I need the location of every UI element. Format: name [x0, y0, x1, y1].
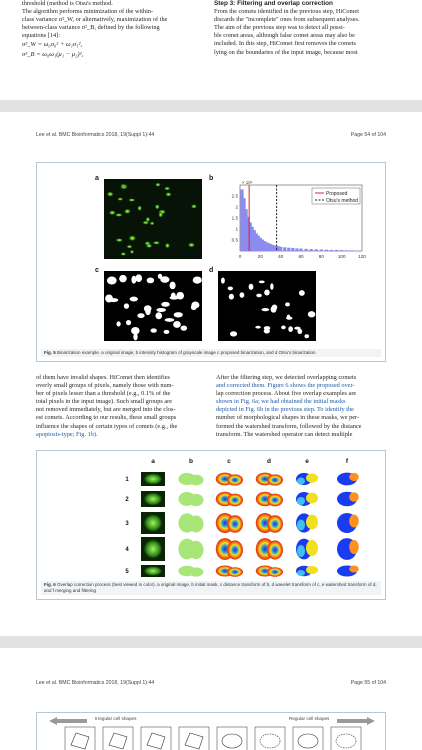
binary-blob: [174, 312, 183, 317]
page-number: Page 55 of 104: [350, 680, 386, 686]
merged-region: [349, 473, 359, 481]
binary-blob: [297, 329, 302, 334]
irregular-shapes-label: Irregular cell shapes: [95, 716, 137, 721]
regular-shapes-label: Regular cell shapes: [289, 716, 330, 721]
text-line: After the filtering step, we detected overlapping comets: [216, 374, 357, 381]
legend-label: Otsu's method: [326, 197, 359, 204]
mask-blob: [189, 475, 204, 486]
x-tick-label: 20: [257, 254, 263, 259]
text-line: The algorithm performs minimization of the within-: [22, 8, 154, 16]
text-line: class variance σ²_W, or alternatively, maximization of the: [22, 16, 168, 24]
binary-blob: [230, 331, 237, 336]
binary-blob: [171, 293, 176, 299]
caption-title: Fig. 5: [44, 350, 56, 355]
binary-blob: [164, 330, 170, 334]
column-label: e: [305, 458, 309, 465]
histogram-bar: [287, 248, 290, 251]
binary-blob: [150, 328, 156, 332]
comet-spot: [155, 183, 161, 187]
merged-region: [349, 515, 359, 528]
binary-blob: [191, 302, 199, 309]
figure-6: [36, 450, 386, 600]
row-label: 4: [125, 547, 129, 553]
y-tick-label: 1.5: [231, 215, 238, 221]
comet-spot: [130, 250, 134, 254]
binary-blob: [304, 334, 309, 338]
segment-region: [306, 566, 318, 574]
comet-spot: [126, 245, 132, 249]
comet-spot: [146, 244, 153, 249]
comet-glow: [144, 514, 162, 532]
histogram-bar: [325, 250, 328, 251]
histogram-bar: [299, 249, 302, 251]
comet-glow: [144, 539, 162, 558]
figure-5: [36, 162, 386, 362]
x-tick-label: 120: [358, 254, 366, 259]
histogram-bar: [310, 249, 313, 251]
comet-spot: [191, 204, 197, 209]
text-line: influence the shapes of certain types of comets (e.g., the: [36, 422, 178, 430]
histogram-bar: [330, 250, 333, 251]
figure-7-partial: [36, 712, 386, 750]
text-line: discards the "incomplete" ones from subsequent analyses.: [214, 16, 360, 24]
histogram-bar: [340, 250, 343, 251]
text-line-figure-link[interactable]: apoptosis-type; Fig. 1b).: [36, 430, 98, 438]
binary-blob: [288, 326, 293, 332]
text-line: The aim of the previous step was to detect all possi-: [214, 24, 345, 32]
binary-blob: [255, 326, 260, 329]
cell-shape-box: [217, 727, 247, 750]
row-label: 5: [125, 569, 129, 575]
binary-blob: [240, 292, 245, 298]
histogram-bar: [279, 247, 282, 251]
text-line: number of morphological shapes in these masks, we per-: [216, 414, 360, 422]
binary-blob: [181, 325, 188, 330]
mask-blob: [189, 567, 204, 576]
binary-blob: [193, 276, 202, 283]
binary-blob: [147, 278, 155, 284]
text-line: transform. The watershed operator can detect multiple: [216, 430, 353, 438]
comet-spot: [165, 192, 172, 197]
cell-shape-box: [293, 727, 323, 750]
page-54: [0, 112, 422, 636]
mask-blob: [189, 494, 204, 506]
binary-blob: [116, 321, 120, 326]
column-label: c: [227, 458, 231, 465]
cut-text-line: threshold (method is Otsu's method.: [22, 0, 113, 7]
heatmap-blob: [267, 515, 283, 533]
column-label: b: [189, 458, 193, 465]
cell-shape-box: [103, 727, 133, 750]
comet-spot: [165, 243, 170, 249]
binary-blob: [221, 277, 225, 283]
comet-spot: [128, 235, 136, 241]
heatmap-blob: [227, 494, 243, 507]
heatmap-blob: [267, 540, 283, 559]
text-line: included. In this step, HiComet first removes the comets: [214, 40, 357, 48]
left-column-text: [36, 374, 206, 439]
text-line-figure-link[interactable]: depicted in Fig. 6b in the previous step. To identify the: [216, 406, 354, 414]
row-label: 1: [125, 477, 129, 483]
text-line: equations [14]:: [22, 32, 60, 40]
binary-blob: [105, 295, 113, 303]
cell-shape-box: [141, 727, 171, 750]
binary-blob: [165, 318, 175, 322]
right-column-text: [214, 0, 398, 57]
row-label: 3: [125, 521, 129, 527]
proposed-binarization-image: [104, 271, 202, 341]
y-tick-label: 2.5: [231, 193, 238, 199]
x-tick-label: 0: [238, 254, 242, 259]
comet-spot: [107, 191, 114, 196]
comet-spot: [155, 204, 160, 210]
text-line: ble comet areas, although false comet areas may also be: [214, 32, 355, 40]
section-heading: Step 3: Filtering and overlap correction: [214, 0, 333, 7]
text-line: est comets. According to our results, these small groups: [36, 414, 177, 422]
heatmap-blob: [267, 494, 283, 507]
heatmap-blob: [227, 515, 243, 533]
segment-region: [297, 545, 305, 557]
text-line: overly small groups of pixels, namely those with num-: [36, 382, 174, 390]
text-line: not removed immediately, but are merged into the clos-: [36, 406, 176, 414]
equation-within-class: σ²_W = ω₀σ₀² + ω₁σ₁²,: [22, 41, 83, 49]
segment-region: [306, 540, 318, 556]
binary-blob: [156, 308, 166, 312]
page-55-fragment: [0, 648, 422, 750]
binary-blob: [262, 308, 270, 311]
text-line: between-class variance σ²_B, defined by the following: [22, 24, 160, 32]
binary-blob: [170, 282, 176, 290]
segment-region: [297, 497, 305, 505]
cell-shape-box: [331, 727, 361, 750]
comet-spot: [164, 187, 170, 191]
row-label: 2: [125, 497, 129, 503]
merged-region: [349, 492, 359, 501]
text-line: formed the watershed transform, followed by the distance: [216, 422, 362, 430]
comet-spot: [124, 209, 131, 214]
text-line: of them have invalid shapes. HiComet then identifies: [36, 374, 170, 381]
panel-label-c: c: [95, 267, 99, 274]
binary-blob: [107, 277, 117, 285]
histogram-bar: [291, 248, 294, 251]
comet-spot: [188, 242, 195, 247]
comet-spot: [120, 252, 126, 256]
running-head: Lee et al. BMC Bioinformatics 2018, 19(Suppl 1):44: [36, 132, 155, 138]
comet-spot: [115, 213, 123, 217]
text-line-figure-link[interactable]: and corrected them. Figure 6 shows the proposed over-: [216, 382, 355, 390]
histogram-bar: [345, 250, 348, 251]
comet-spot: [150, 221, 155, 225]
comet-spot: [115, 238, 123, 242]
left-column-text: [22, 0, 204, 59]
comet-glow: [144, 493, 162, 506]
text-line: lying on the boundaries of the input image, because most: [214, 48, 358, 56]
binary-blob: [124, 303, 129, 308]
segment-region: [297, 478, 305, 485]
y-tick-label: 0.5: [231, 237, 238, 243]
x-tick-label: 60: [298, 254, 304, 259]
panel-label-b: b: [209, 175, 214, 182]
comet-spot: [121, 184, 126, 187]
histogram-bar: [304, 249, 307, 251]
equation-between-class: σ²_B = ω₀ω₁(μ₁ − μ₂)²,: [22, 50, 84, 58]
heatmap-blob: [227, 540, 243, 559]
binary-blob: [249, 284, 254, 290]
caption-text: Overlap correction process (best viewed in color). a original image, b initial mask, c distance transform of b, d wavelet transform of c, e watershed transform of d, and f merging and filtering: [44, 582, 377, 593]
histogram-bar: [335, 250, 338, 251]
binary-blob: [281, 325, 286, 329]
binary-blob: [161, 302, 169, 307]
segment-region: [306, 473, 318, 482]
column-label: f: [345, 458, 349, 465]
binary-blob: [228, 286, 233, 290]
heatmap-blob: [267, 474, 283, 485]
legend-label: Proposed: [326, 190, 348, 197]
mask-blob: [189, 541, 204, 559]
binary-blob: [144, 305, 152, 312]
binary-blob: [308, 311, 316, 317]
comet-spot: [152, 241, 160, 245]
binary-blob: [229, 294, 234, 300]
binary-blob: [271, 306, 277, 312]
segment-region: [297, 570, 305, 576]
heatmap-blob: [267, 567, 283, 577]
cell-shape-box: [255, 727, 285, 750]
histogram-bar: [295, 248, 298, 251]
binary-blob: [173, 321, 181, 328]
otsu-binarization-image: [218, 271, 316, 341]
x-tick-label: 40: [278, 254, 284, 259]
figure-5-caption: [41, 349, 381, 357]
y-multiplier-label: × 10⁴: [242, 180, 253, 185]
right-column-text: [216, 374, 386, 439]
binary-blob: [155, 312, 162, 319]
binary-blob: [259, 281, 265, 284]
binary-blob: [133, 333, 137, 340]
figure-6-caption: [41, 581, 381, 595]
binary-blob: [137, 313, 144, 318]
text-line-figure-link[interactable]: shown in Fig. 6a; we had obtained the initial masks: [216, 398, 346, 406]
x-tick-label: 100: [337, 254, 346, 259]
segment-region: [306, 515, 318, 530]
binary-blob: [135, 274, 142, 282]
comet-spot: [142, 221, 149, 225]
comet-glow: [144, 566, 162, 576]
merged-region: [349, 565, 359, 572]
panel-label-a: a: [95, 175, 99, 182]
binary-blob: [264, 289, 270, 295]
cell-shape-box: [65, 727, 95, 750]
heatmap-blob: [227, 567, 243, 577]
binary-blob: [256, 294, 262, 298]
caption-title: Fig. 6: [44, 582, 56, 587]
column-label: d: [267, 458, 271, 465]
caption-text: Binarization example. a original image, b intensity histogram of grayscale image c proposed binarization, and d Otsu's binarization: [57, 350, 316, 355]
binary-blob: [299, 290, 305, 296]
page-number: Page 54 of 104: [350, 132, 386, 138]
binary-blob: [286, 317, 292, 320]
segment-region: [297, 520, 305, 531]
text-line: lap correction process. About five overlap examples are: [216, 390, 357, 398]
histogram-bar: [315, 249, 318, 251]
text-line: total pixels in the input image). Such small groups are: [36, 398, 173, 406]
histogram-bar: [283, 247, 286, 251]
segment-region: [306, 493, 318, 504]
comet-spot: [109, 210, 116, 215]
binary-blob: [270, 283, 273, 290]
histogram-bar: [320, 249, 323, 251]
panel-label-d: d: [209, 267, 214, 274]
x-tick-label: 80: [318, 254, 324, 259]
running-head: Lee et al. BMC Bioinformatics 2018, 19(Suppl 1):44: [36, 680, 155, 686]
intensity-histogram: [218, 179, 368, 263]
comet-spot: [137, 205, 142, 211]
overlap-correction-grid: [41, 453, 383, 578]
heatmap-blob: [227, 474, 243, 485]
text-line: From the comets identified in the previous step, HiComet: [214, 8, 359, 16]
comet-spot: [158, 212, 163, 218]
y-tick-label: 1: [235, 226, 238, 232]
binary-blob: [160, 276, 169, 283]
merged-region: [349, 540, 359, 554]
histogram-bar: [350, 250, 353, 251]
text-line: ber of pixels lesser than a threshold (e.g., 0.1% of the: [36, 390, 171, 398]
comet-spot: [128, 198, 135, 202]
column-label: a: [151, 458, 155, 465]
cell-shape-box: [179, 727, 209, 750]
binary-blob: [130, 297, 138, 302]
binary-blob: [285, 302, 290, 306]
cell-shape-strip: [37, 713, 387, 750]
binary-blob: [264, 326, 271, 330]
binary-blob: [119, 275, 127, 282]
page-53-fragment: [0, 0, 422, 100]
original-comet-image: [104, 179, 202, 259]
binary-blob: [126, 320, 131, 325]
comet-glow: [144, 473, 162, 484]
y-tick-label: 2: [235, 204, 238, 210]
binary-blob: [131, 276, 136, 284]
mask-blob: [189, 516, 204, 533]
comet-spot: [117, 197, 123, 200]
